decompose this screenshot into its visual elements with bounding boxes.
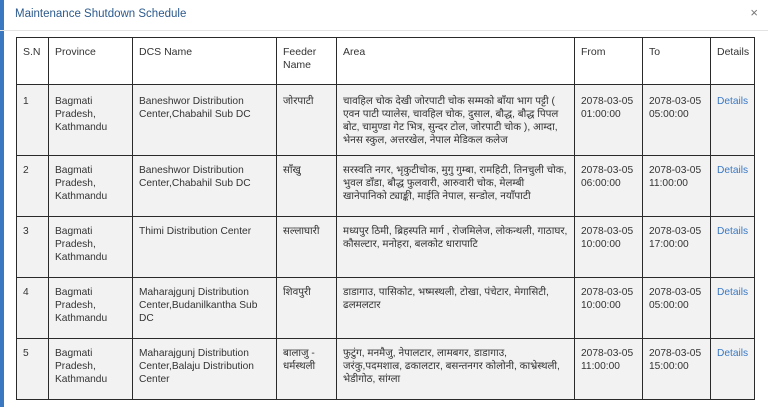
cell-province: Bagmati Pradesh, Kathmandu [49, 339, 133, 400]
cell-to: 2078-03-05 05:00:00 [643, 85, 711, 156]
cell-to: 2078-03-05 15:00:00 [643, 339, 711, 400]
cell-sn: 1 [17, 85, 49, 156]
details-link[interactable]: Details [717, 226, 749, 237]
close-icon[interactable]: × [750, 5, 758, 20]
table-row [17, 339, 755, 400]
cell-to: 2078-03-05 11:00:00 [643, 156, 711, 217]
cell-dcs-name: Maharajgunj Distribution Center,Budanilkantha Sub DC [133, 278, 277, 339]
cell-from: 2078-03-05 10:00:00 [575, 217, 643, 278]
cell-dcs-name: Thimi Distribution Center [133, 217, 277, 278]
cell-to: 2078-03-05 05:00:00 [643, 278, 711, 339]
cell-feeder: शिवपुरी [277, 278, 337, 339]
cell-area: चावहिल चोक देखी जोरपाटी चोक सम्मको बाँया भाग पट्टी ( एवन पाटी प्यालेस, चावहिल चोक, दुसाल, बौद्ध, बौद्ध पिपल बोट, चामुण्डा गेट भित्र, सुन्दर टोल, जोरपाटी चोक ), आम्दा, भेनस स्कुल, अत्तरखेल, नेपाल मेडिकल कलेज [337, 85, 575, 156]
schedule-table [16, 37, 755, 400]
table-row [17, 85, 755, 156]
table-row [17, 278, 755, 339]
cell-from: 2078-03-05 10:00:00 [575, 278, 643, 339]
cell-feeder: जोरपाटी [277, 85, 337, 156]
table-row [17, 156, 755, 217]
cell-sn: 3 [17, 217, 49, 278]
cell-dcs-name: Baneshwor Distribution Center,Chabahil Sub DC [133, 85, 277, 156]
cell-area: डाडागाउ, पासिकोट, भष्मस्थली, टोखा, पंचेटार, मेगासिटी, ढलमलटार [337, 278, 575, 339]
header-from: From [575, 38, 643, 85]
cell-feeder: साँखु [277, 156, 337, 217]
cell-sn: 5 [17, 339, 49, 400]
cell-province: Bagmati Pradesh, Kathmandu [49, 217, 133, 278]
cell-details [711, 85, 755, 156]
header-details: Details [711, 38, 755, 85]
header-to: To [643, 38, 711, 85]
header-sn: S.N [17, 38, 49, 85]
cell-from: 2078-03-05 11:00:00 [575, 339, 643, 400]
cell-to: 2078-03-05 17:00:00 [643, 217, 711, 278]
cell-details [711, 217, 755, 278]
cell-from: 2078-03-05 01:00:00 [575, 85, 643, 156]
modal-title: Maintenance Shutdown Schedule [15, 8, 187, 20]
header-area: Area [337, 38, 575, 85]
modal-header [0, 0, 768, 31]
cell-dcs-name: Baneshwor Distribution Center,Chabahil Sub DC [133, 156, 277, 217]
cell-details [711, 339, 755, 400]
header-province: Province [49, 38, 133, 85]
cell-sn: 2 [17, 156, 49, 217]
cell-province: Bagmati Pradesh, Kathmandu [49, 85, 133, 156]
details-link[interactable]: Details [717, 96, 749, 107]
cell-sn: 4 [17, 278, 49, 339]
cell-province: Bagmati Pradesh, Kathmandu [49, 156, 133, 217]
cell-feeder: सल्लाघारी [277, 217, 337, 278]
details-link[interactable]: Details [717, 287, 749, 298]
cell-area: सरस्वति नगर, भृकुटीचोक, मुगु गुम्बा, रामहिटी, तिनचुली चोक, भुवल डाँडा, बौद्ध फुलवारी, आरुवारी चोक, मेलम्बी खानेपानिको ट्याङ्की, माईति नेपाल, सन्डोल, नयाँपाटी [337, 156, 575, 217]
cell-area: मध्यपुर ठिमी, ब्रिहस्पति मार्ग , रोजमिलेज, लोकन्थली, गाठाघर, कौसल्टार, मनोहरा, बलकोट धारापाटि [337, 217, 575, 278]
cell-details [711, 278, 755, 339]
accent-bar [0, 0, 4, 407]
cell-from: 2078-03-05 06:00:00 [575, 156, 643, 217]
table-header-row [17, 38, 755, 85]
cell-feeder: बालाजु - धर्मस्थली [277, 339, 337, 400]
cell-details [711, 156, 755, 217]
details-link[interactable]: Details [717, 348, 749, 359]
cell-area: फुटुंग, मनमैजु, नेपालटार, लामबगर, डाडागाउ, जरंकु,पदमशाल्र, ढकालटार, बसन्तनगर कोलोनी, काभ्रेस्थली, भेडीगोठ, सांग्ला [337, 339, 575, 400]
header-dcs-name: DCS Name [133, 38, 277, 85]
header-feeder-name: Feeder Name [277, 38, 337, 85]
cell-province: Bagmati Pradesh, Kathmandu [49, 278, 133, 339]
schedule-table-wrapper [16, 37, 754, 400]
table-row [17, 217, 755, 278]
cell-dcs-name: Maharajgunj Distribution Center,Balaju Distribution Center [133, 339, 277, 400]
details-link[interactable]: Details [717, 165, 749, 176]
